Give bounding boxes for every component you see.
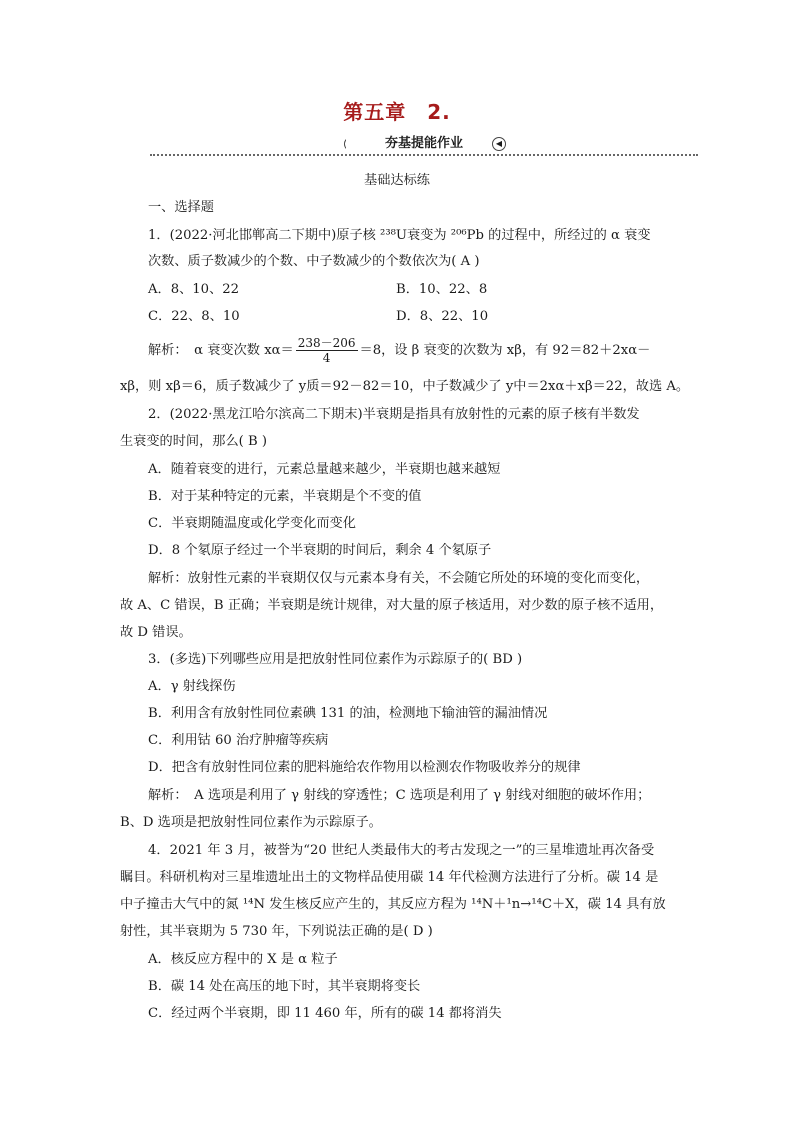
q2-option-b: B．对于某种特定的元素，半衰期是个不变的值 — [148, 489, 422, 504]
q1-option-a: A．8、10、22 — [148, 282, 240, 297]
q4-option-b: B．碳 14 处在高压的地下时，其半衰期将变长 — [148, 979, 421, 994]
q2-option-c: C．半衰期随温度或化学变化而变化 — [148, 516, 356, 531]
q1-stem-line-2: 次数、质子数减少的个数、中子数减少的个数依次为( A ) — [148, 254, 480, 269]
q4-stem-line-2: 瞩目。科研机构对三星堆遗址出土的文物样品使用碳 14 年代检测方法进行了分析。碳 14 是 — [120, 870, 659, 885]
q4-option-c: C．经过两个半衰期，即 11 460 年，所有的碳 14 都将消失 — [148, 1006, 502, 1021]
q3-analysis-line-2: B、D 选项是把放射性同位素作为示踪原子。 — [120, 815, 382, 830]
q1-option-c: C．22、8、10 — [148, 309, 240, 324]
q3-option-d: D．把含有放射性同位素的肥料施给农作物用以检测农作物吸收养分的规律 — [148, 760, 581, 775]
q3-option-c: C．利用钴 60 治疗肿瘤等疾病 — [148, 733, 329, 748]
q1-analysis-prefix: 解析： α 衰变次数 xα＝ — [148, 343, 294, 358]
q2-stem-line-2: 生衰变的时间，那么( B ) — [120, 434, 268, 449]
q1-analysis-line-2: xβ，则 xβ＝6，质子数减少了 y质＝92－82＝10，中子数减少了 y中＝2xα＋xβ＝22，故选 A。 — [120, 379, 690, 394]
section-title: 基础达标练 — [364, 173, 430, 188]
q2-stem-line-1: 2．(2022·黑龙江哈尔滨高二下期末)半衰期是指具有放射性的元素的原子核有半数发 — [148, 407, 640, 422]
q1-analysis-suffix: ＝8，设 β 衰变的次数为 xβ，有 92＝82＋2xα－ — [359, 343, 651, 358]
q4-stem-line-1: 4．2021 年 3 月，被誉为“20 世纪人类最伟大的考古发现之一”的三星堆遗址再次备受 — [148, 843, 655, 858]
q1-fraction-denominator: 4 — [322, 351, 331, 365]
q3-analysis-line-1: 解析： A 选项是利用了 γ 射线的穿透性；C 选项是利用了 γ 射线对细胞的破坏作用； — [148, 788, 651, 803]
banner-dotted-rule — [150, 154, 698, 156]
q3-option-b: B．利用含有放射性同位素碘 131 的油，检测地下输油管的漏油情况 — [148, 706, 548, 721]
chapter-title: 第五章 2. — [343, 100, 451, 124]
q2-analysis-line-3: 故 D 错误。 — [120, 625, 192, 640]
q1-analysis-line-1 — [148, 336, 650, 366]
q2-analysis-line-2: 故 A、C 错误，B 正确；半衰期是统计规律，对大量的原子核适用，对少数的原子核不适用， — [120, 598, 664, 613]
q2-option-d: D．8 个氡原子经过一个半衰期的时间后，剩余 4 个氡原子 — [148, 543, 492, 558]
q4-stem-line-3: 中子撞击大气中的氮 ¹⁴N 发生核反应产生的，其反应方程为 ¹⁴N＋¹n→¹⁴C＋X，碳 14 具有放 — [120, 897, 666, 912]
q1-option-d: D．8、22、10 — [396, 309, 489, 324]
part-heading: 一、选择题 — [148, 200, 214, 215]
q3-stem: 3．(多选)下列哪些应用是把放射性同位素作为示踪原子的( BD ) — [148, 652, 523, 667]
banner-label: 夯基提能作业 — [346, 134, 502, 154]
q3-option-a: A．γ 射线探伤 — [148, 679, 236, 694]
q2-analysis-line-1: 解析：放射性元素的半衰期仅仅与元素本身有关，不会随它所处的环境的变化而变化， — [148, 571, 650, 586]
q4-option-a: A．核反应方程中的 X 是 α 粒子 — [148, 952, 338, 967]
arrow-right-icon: ◀ — [492, 137, 506, 151]
section-banner — [150, 133, 698, 159]
q4-stem-line-4: 射性，其半衰期为 5 730 年，下列说法正确的是( D ) — [120, 924, 433, 939]
q1-stem-line-1: 1．(2022·河北邯郸高二下期中)原子核 ²³⁸U衰变为 ²⁰⁶Pb 的过程中，所经过的 α 衰变 — [148, 228, 651, 243]
q1-fraction — [296, 336, 358, 365]
q2-option-a: A．随着衰变的进行，元素总量越来越少，半衰期也越来越短 — [148, 462, 501, 477]
q1-option-b: B．10、22、8 — [396, 282, 488, 297]
q1-fraction-numerator: 238－206 — [297, 336, 356, 350]
